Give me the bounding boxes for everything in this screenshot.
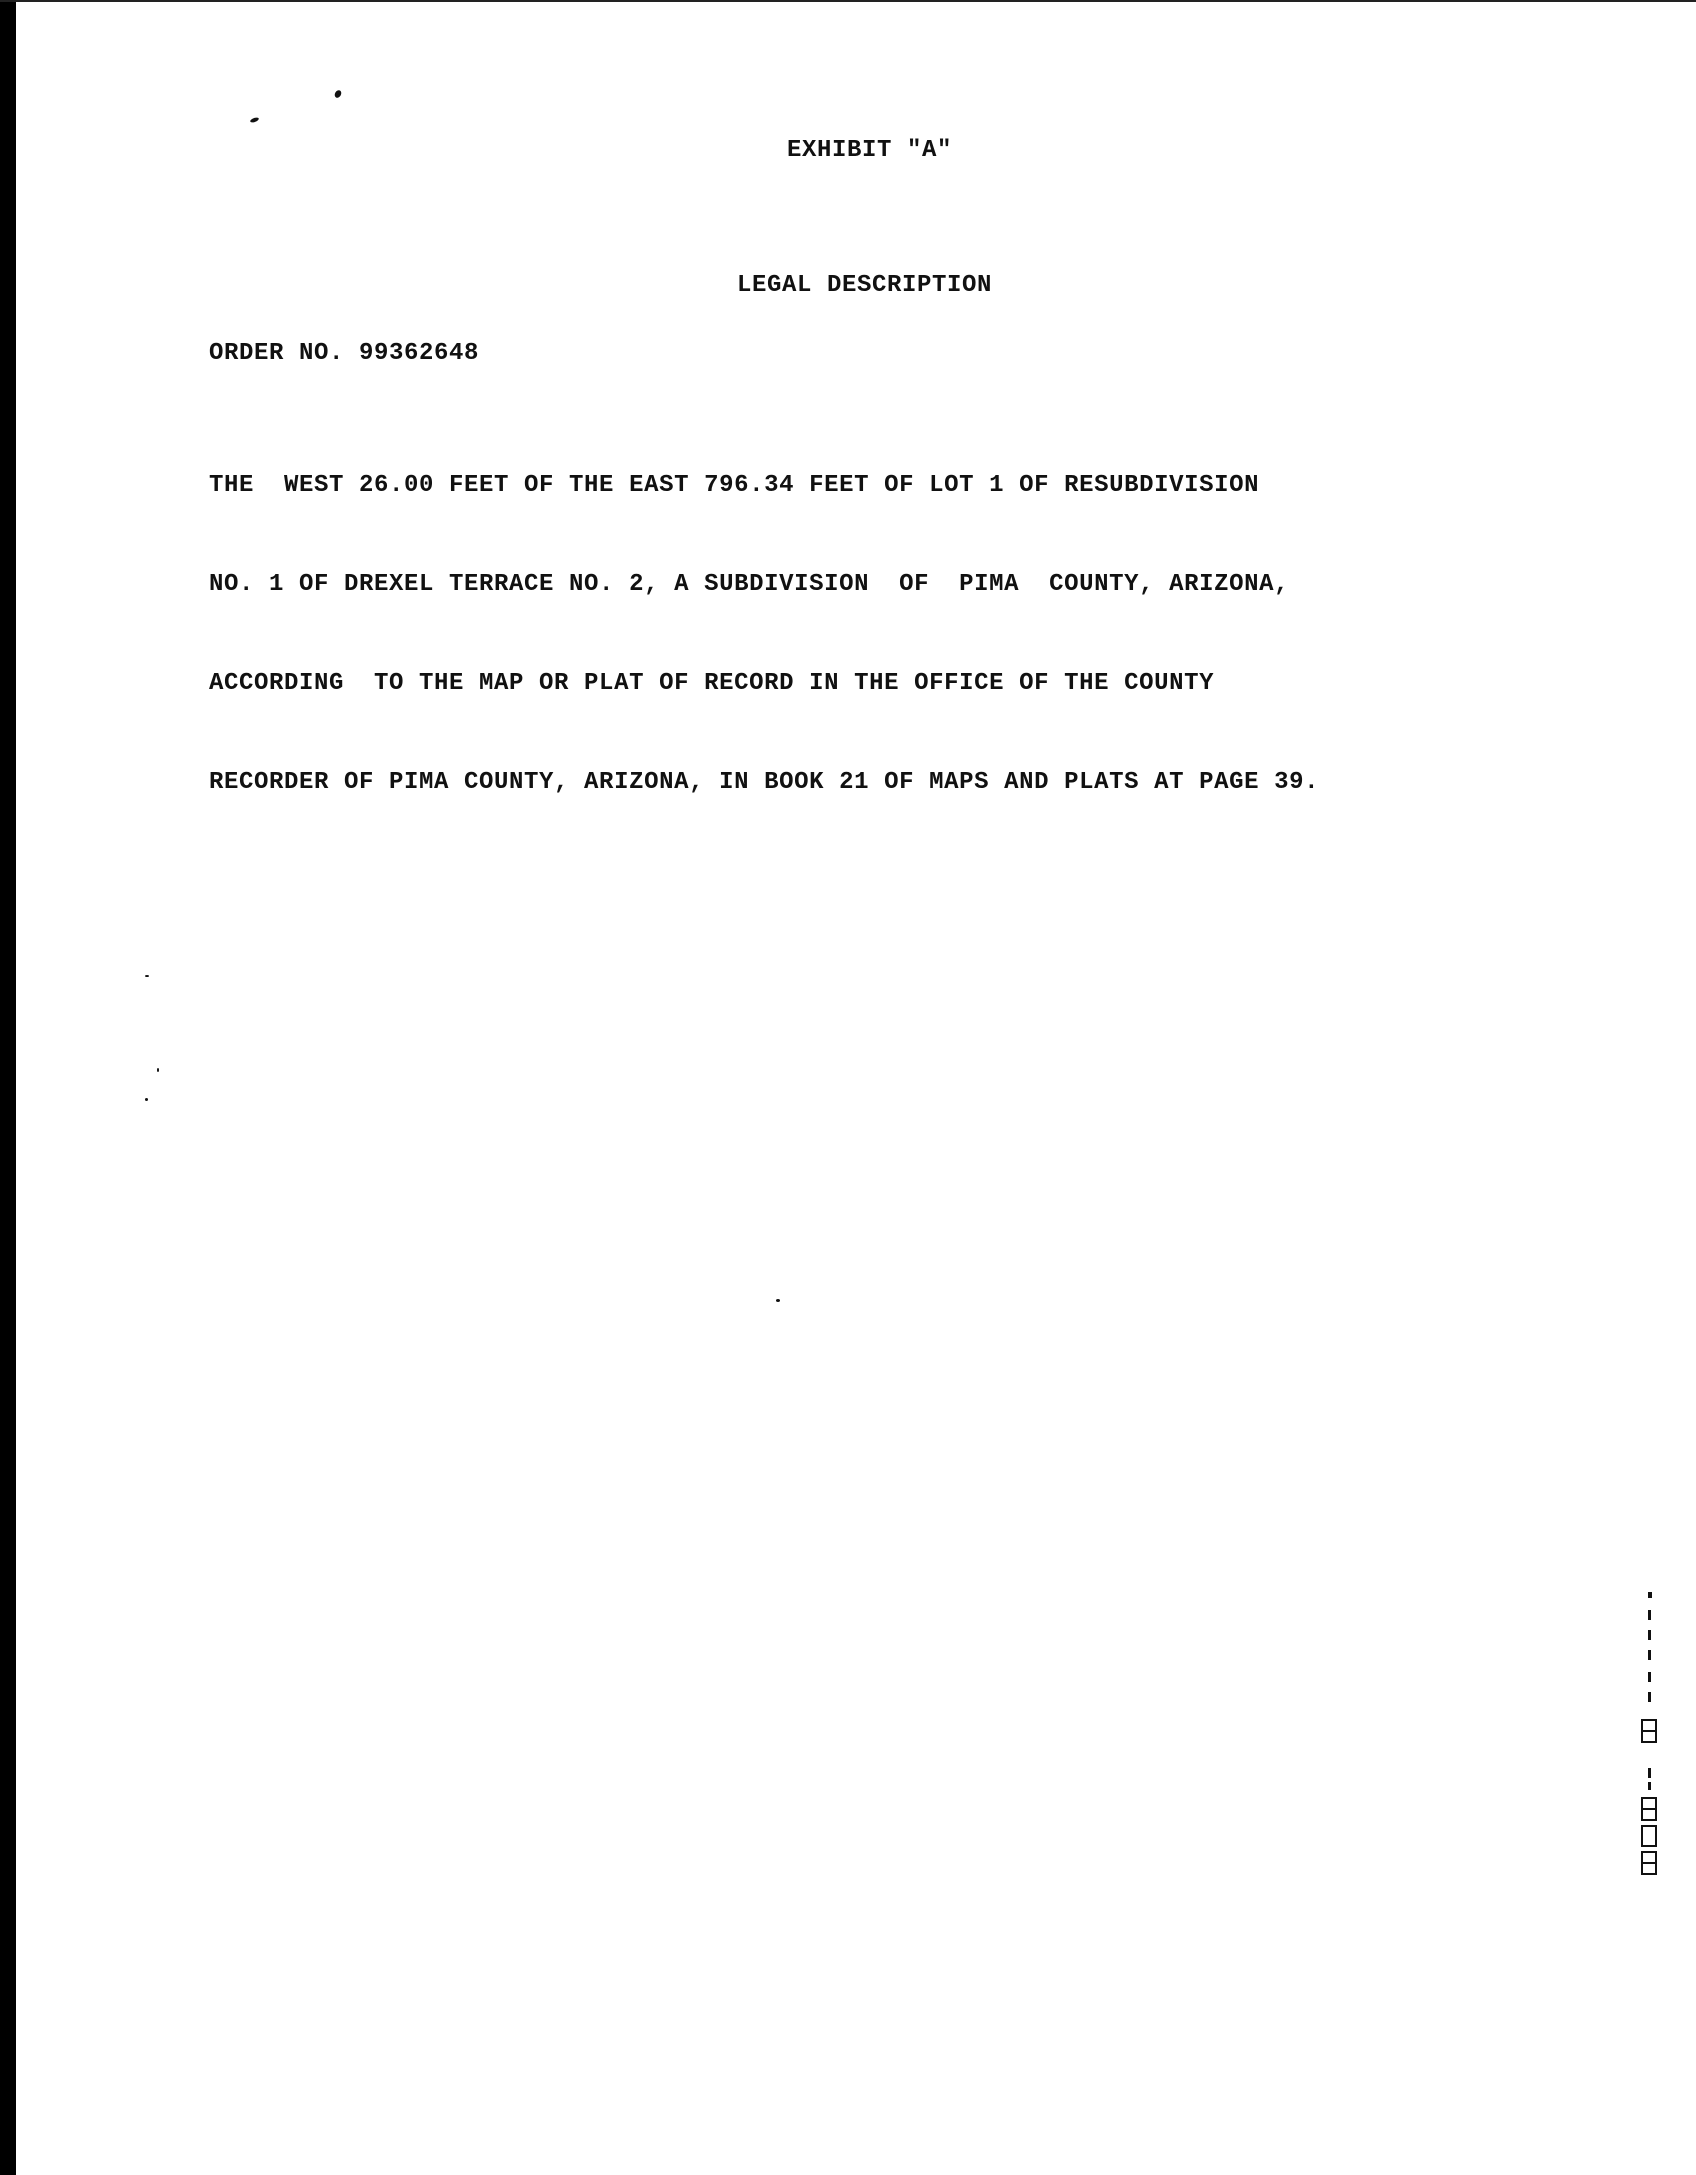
scan-speck bbox=[776, 1299, 780, 1302]
legal-description bbox=[209, 403, 1319, 832]
recorder-stamp-marks bbox=[1612, 1580, 1672, 1940]
scan-speck bbox=[333, 89, 342, 99]
section-title: LEGAL DESCRIPTION bbox=[737, 272, 993, 299]
scan-speck bbox=[145, 1098, 148, 1101]
legal-description-line: ACCORDING TO THE MAP OR PLAT OF RECORD IN THE OFFICE OF THE COUNTY bbox=[209, 670, 1215, 697]
order-number: ORDER NO. 99362648 bbox=[209, 340, 480, 367]
legal-description-line: NO. 1 OF DREXEL TERRACE NO. 2, A SUBDIVISION OF PIMA COUNTY, ARIZONA, bbox=[209, 571, 1290, 598]
scan-speck bbox=[157, 1068, 159, 1072]
scan-speck bbox=[250, 117, 260, 124]
legal-description-line: RECORDER OF PIMA COUNTY, ARIZONA, IN BOOK 21 OF MAPS AND PLATS AT PAGE 39. bbox=[209, 769, 1320, 796]
exhibit-title: EXHIBIT "A" bbox=[787, 137, 953, 164]
legal-description-line: THE WEST 26.00 FEET OF THE EAST 796.34 FEET OF LOT 1 OF RESUBDIVISION bbox=[209, 472, 1260, 499]
scan-edge-left bbox=[0, 0, 16, 2175]
scan-edge-top bbox=[0, 0, 1696, 2]
scan-speck bbox=[145, 975, 149, 977]
